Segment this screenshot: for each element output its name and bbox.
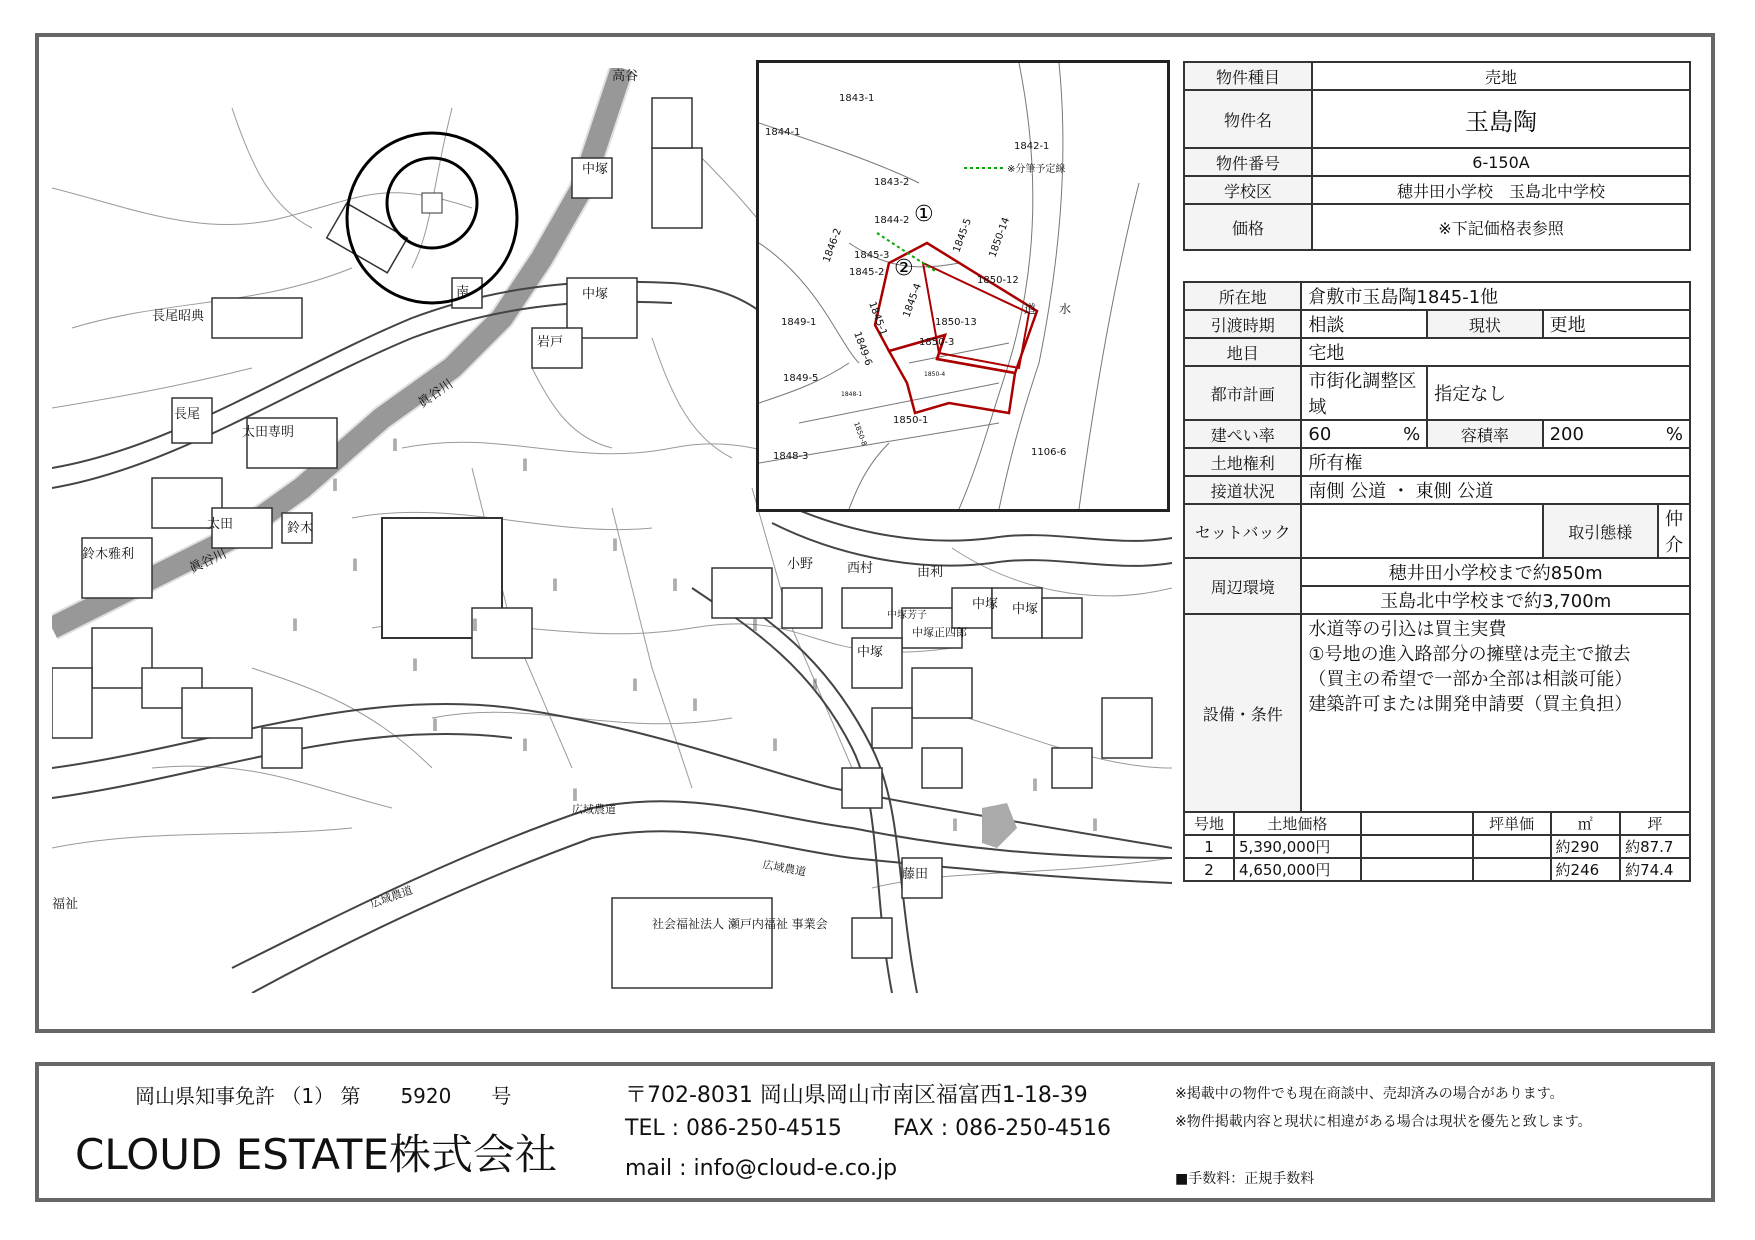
label-road-access: 接道状況	[1184, 476, 1301, 504]
lot-1850-3: 1850-3	[919, 337, 955, 348]
value-number: 6-150A	[1312, 148, 1690, 176]
svg-text:‖: ‖	[332, 477, 338, 491]
lot-detail-svg	[759, 63, 1167, 509]
value-handover: 相談	[1301, 310, 1427, 338]
label-ota2: 太田	[207, 517, 234, 532]
cell: 約87.7	[1620, 835, 1690, 858]
lot-1846-2: 1846-2	[821, 226, 844, 265]
price-header-lot: 号地	[1184, 812, 1234, 835]
condition-line: （買主の希望で一部か全部は相談可能）	[1308, 669, 1633, 690]
far-number: 200	[1549, 423, 1584, 445]
label-deal: 取引態様	[1543, 504, 1658, 558]
value-road-access: 南側 公道 ・ 東側 公道	[1301, 476, 1690, 504]
property-summary-table	[1183, 61, 1691, 251]
cell: 5,390,000円	[1234, 835, 1361, 858]
table-row	[1184, 858, 1690, 881]
bcr-number: 60	[1308, 423, 1332, 445]
lot-1845-4: 1845-4	[901, 281, 924, 320]
label-nakatsuka2: 中塚	[582, 162, 609, 177]
lot-1850-1: 1850-1	[893, 415, 929, 426]
cell	[1361, 835, 1473, 858]
value-bcr	[1301, 420, 1427, 448]
label-setback: セットバック	[1184, 504, 1301, 558]
label-water: 水	[1059, 302, 1072, 316]
value-status: 更地	[1543, 310, 1690, 338]
property-details-table	[1183, 281, 1691, 813]
label-number: 物件番号	[1184, 148, 1312, 176]
lot-1849-6: 1849-6	[851, 330, 874, 368]
svg-text:‖: ‖	[352, 557, 358, 571]
svg-text:‖: ‖	[432, 717, 438, 731]
label-nakatsuka5: 中塚	[857, 645, 884, 660]
cell: 4,650,000円	[1234, 858, 1361, 881]
lot-1845-2: 1845-2	[849, 267, 885, 278]
label-handover: 引渡時期	[1184, 310, 1301, 338]
svg-text:‖: ‖	[672, 577, 678, 591]
svg-text:‖: ‖	[552, 577, 558, 591]
lot-1848-3: 1848-3	[773, 451, 809, 462]
label-address: 所在地	[1184, 282, 1301, 310]
cell: 2	[1184, 858, 1234, 881]
label-nakatsuka-masa: 中塚正四郎	[912, 626, 967, 639]
label-type: 物件種目	[1184, 62, 1312, 90]
company-mail[interactable]: mail : info@cloud-e.co.jp	[625, 1156, 898, 1181]
value-zone: 指定なし	[1427, 366, 1690, 420]
svg-text:‖: ‖	[952, 817, 958, 831]
label-bcr: 建ぺい率	[1184, 420, 1301, 448]
lot-1849-5: 1849-5	[783, 373, 819, 384]
condition-line: 建築許可または開発申請要（買主負担）	[1308, 694, 1633, 715]
company-fax: FAX : 086-250-4516	[893, 1116, 1112, 1141]
price-header-blank	[1361, 812, 1473, 835]
label-road: 道	[1024, 302, 1037, 316]
lot-number-2: ②	[894, 256, 914, 281]
price-header-tsubo: 坪	[1620, 812, 1690, 835]
lot-1845-1: 1845-1	[866, 300, 889, 338]
far-pct: %	[1665, 423, 1683, 445]
label-city-plan: 都市計画	[1184, 366, 1301, 420]
label-road1: 眞谷川	[415, 376, 457, 412]
value-far	[1543, 420, 1690, 448]
company-address: 〒702-8031 岡山県岡山市南区福富西1-18-39	[625, 1083, 1088, 1108]
notice-2: ※物件掲載内容と現状に相違がある場合は現状を優先と致します。	[1175, 1114, 1592, 1130]
lot-1850-8: 1850-8	[852, 420, 869, 447]
label-rights: 土地権利	[1184, 448, 1301, 476]
condition-line: ①号地の進入路部分の擁壁は売主で撤去	[1308, 644, 1631, 665]
svg-text:‖: ‖	[692, 697, 698, 711]
svg-text:‖: ‖	[1092, 817, 1098, 831]
label-suzuki: 鈴木雅利	[82, 547, 135, 562]
label-status: 現状	[1427, 310, 1542, 338]
cell: 約246	[1551, 858, 1621, 881]
label-nakatsuka-ko: 中塚芳子	[887, 610, 927, 621]
label-kochi: 高谷	[612, 69, 639, 84]
cell	[1473, 835, 1551, 858]
lot-1842-1: 1842-1	[1014, 141, 1050, 152]
value-type: 売地	[1312, 62, 1690, 90]
svg-text:‖: ‖	[412, 657, 418, 671]
svg-text:‖: ‖	[292, 617, 298, 631]
value-price: ※下記価格表参照	[1312, 204, 1690, 250]
svg-text:‖: ‖	[612, 537, 618, 551]
label-road3: 広域農道	[572, 803, 616, 816]
label-nakatsuka4: 中塚	[972, 597, 999, 612]
value-address: 倉敷市玉島陶1845-1他	[1301, 282, 1690, 310]
price-header-tsubo-price: 坪単価	[1473, 812, 1551, 835]
cell: 約290	[1551, 835, 1621, 858]
svg-text:‖: ‖	[752, 617, 758, 631]
label-suzuki2: 鈴木	[287, 521, 314, 536]
svg-text:‖: ‖	[522, 457, 528, 471]
value-land: 宅地	[1301, 338, 1690, 366]
lot-detail-map	[756, 60, 1170, 512]
label-env: 周辺環境	[1184, 558, 1301, 614]
lot-1850-12: 1850-12	[977, 275, 1019, 286]
company-tel: TEL : 086-250-4515	[625, 1116, 842, 1141]
label-conditions: 設備・条件	[1184, 614, 1301, 812]
lot-1845-5: 1845-5	[951, 216, 974, 255]
label-school: 学校区	[1184, 176, 1312, 204]
condition-line: 水道等の引込は買主実費	[1308, 619, 1507, 640]
lot-1848-1: 1848-1	[841, 391, 863, 398]
lot-1845-3: 1845-3	[854, 250, 890, 261]
label-nakatsuka3: 中塚	[1012, 602, 1039, 617]
label-price: 価格	[1184, 204, 1312, 250]
license-number: 岡山県知事免許 （1） 第 5920 号	[135, 1084, 512, 1108]
price-header-price: 土地価格	[1234, 812, 1361, 835]
svg-text:‖: ‖	[572, 787, 578, 801]
split-line-note: ※分筆予定線	[1007, 164, 1066, 175]
label-fujita: 藤田	[902, 867, 929, 882]
lot-1850-14: 1850-14	[987, 215, 1013, 260]
cell	[1361, 858, 1473, 881]
svg-text:‖: ‖	[1032, 777, 1038, 791]
lot-1850-13: 1850-13	[935, 317, 977, 328]
label-land: 地目	[1184, 338, 1301, 366]
cell: 1	[1184, 835, 1234, 858]
svg-text:‖: ‖	[772, 737, 778, 751]
value-env-1: 穂井田小学校まで約850m	[1301, 558, 1690, 586]
bcr-pct: %	[1403, 423, 1421, 445]
fee-note: ■手数料：正規手数料	[1175, 1171, 1315, 1187]
label-nishimura: 西村	[847, 561, 874, 576]
svg-text:‖: ‖	[522, 737, 528, 751]
value-deal: 仲介	[1658, 504, 1690, 558]
lot-1843-1: 1843-1	[839, 93, 875, 104]
company-name: CLOUD ESTATE株式会社	[75, 1130, 557, 1179]
lot-1844-2: 1844-2	[874, 215, 910, 226]
lot-1849-1: 1849-1	[781, 317, 817, 328]
label-minami: 南	[456, 285, 470, 300]
label-fukushi: 福祉	[52, 897, 79, 912]
label-welfare: 社会福祉法人 瀬戸内福祉 事業会	[652, 917, 828, 931]
label-far: 容積率	[1427, 420, 1542, 448]
svg-text:‖: ‖	[472, 617, 478, 631]
notice-1: ※掲載中の物件でも現在商談中、売却済みの場合があります。	[1175, 1086, 1564, 1102]
lot-1844-1: 1844-1	[765, 127, 801, 138]
label-nagao: 長尾昭典	[152, 309, 205, 324]
label-nakatsuka1: 中塚	[582, 287, 609, 302]
value-setback	[1301, 504, 1542, 558]
label-yoshitoshi: 由利	[917, 565, 944, 580]
lot-1850-4: 1850-4	[924, 371, 946, 378]
svg-text:‖: ‖	[812, 677, 818, 691]
lot-1843-2: 1843-2	[874, 177, 910, 188]
table-row	[1184, 835, 1690, 858]
label-road2: 眞谷川	[187, 546, 230, 577]
svg-text:‖: ‖	[632, 677, 638, 691]
value-school: 穂井田小学校 玉島北中学校	[1312, 176, 1690, 204]
label-ota1: 太田専明	[242, 425, 295, 440]
label-road5: 広域農道	[368, 883, 415, 911]
label-onoe: 小野	[787, 557, 814, 572]
cell	[1473, 858, 1551, 881]
price-header-sqm: ㎡	[1551, 812, 1621, 835]
lot-1106-6: 1106-6	[1031, 447, 1067, 458]
value-conditions	[1301, 614, 1690, 812]
price-table	[1183, 811, 1691, 882]
label-nagao2: 長尾	[174, 407, 201, 422]
cell: 約74.4	[1620, 858, 1690, 881]
label-road4: 広域農道	[761, 858, 808, 879]
label-iwato: 岩戸	[537, 335, 564, 350]
lot-number-1: ①	[914, 202, 934, 227]
label-name: 物件名	[1184, 90, 1312, 148]
svg-text:‖: ‖	[392, 437, 398, 451]
value-name: 玉島陶	[1312, 90, 1690, 148]
value-city-plan: 市街化調整区域	[1301, 366, 1427, 420]
value-env-2: 玉島北中学校まで約3,700m	[1301, 586, 1690, 614]
value-rights: 所有権	[1301, 448, 1690, 476]
